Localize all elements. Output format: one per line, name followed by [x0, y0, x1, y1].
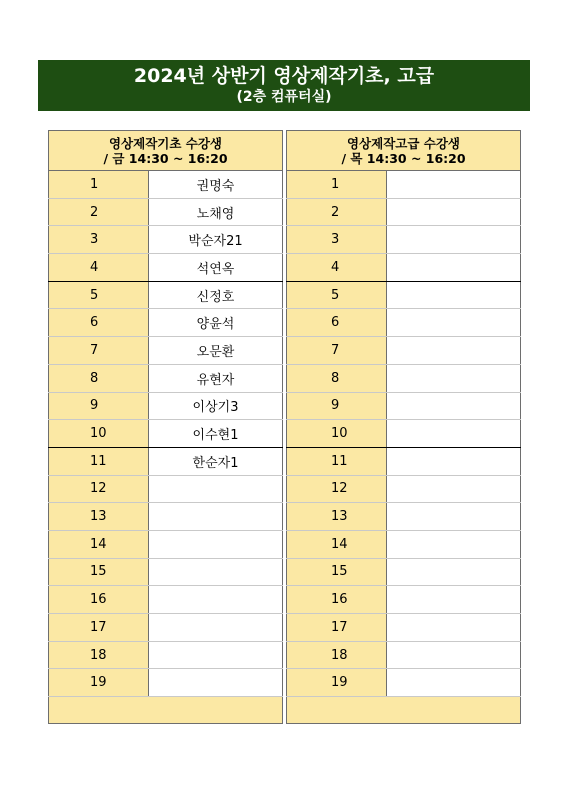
student-name [387, 364, 521, 392]
table-header-cell [287, 131, 521, 171]
row-number: 16 [49, 586, 149, 614]
student-name [149, 614, 283, 642]
table-row [49, 392, 283, 420]
table-row [49, 254, 283, 282]
table-header [49, 131, 283, 171]
row-number: 9 [287, 392, 387, 420]
table-row [287, 254, 521, 282]
row-number: 12 [49, 475, 149, 503]
row-number: 8 [49, 364, 149, 392]
row-number: 6 [287, 309, 387, 337]
table-row [49, 364, 283, 392]
table-row [49, 641, 283, 669]
table-row [49, 503, 283, 531]
table-row [49, 281, 283, 309]
table-schedule: / 목 14:30 ~ 16:20 [341, 150, 466, 166]
table-row [287, 558, 521, 586]
row-number: 7 [287, 337, 387, 365]
table-footer [287, 697, 521, 724]
page-subtitle: (2층 컴퓨터실) [236, 89, 332, 105]
row-number: 2 [49, 198, 149, 226]
student-name [387, 641, 521, 669]
table-row [49, 586, 283, 614]
student-name [149, 641, 283, 669]
row-number: 12 [287, 475, 387, 503]
basic-course-table [48, 130, 283, 724]
row-number: 17 [287, 614, 387, 642]
student-name: 양윤석 [149, 309, 283, 337]
student-name: 이수현1 [149, 420, 283, 448]
table-row [287, 530, 521, 558]
table-body [49, 171, 283, 697]
table-footer-cell [49, 697, 283, 724]
row-number: 1 [49, 171, 149, 199]
table-row [49, 669, 283, 697]
student-name [387, 614, 521, 642]
row-number: 16 [287, 586, 387, 614]
row-number: 5 [49, 281, 149, 309]
student-name [387, 392, 521, 420]
table-row [49, 558, 283, 586]
student-name [387, 171, 521, 199]
row-number: 4 [287, 254, 387, 282]
page-title: 2024년 상반기 영상제작기초, 고급 [133, 65, 435, 87]
title-banner [38, 60, 530, 111]
row-number: 15 [287, 558, 387, 586]
row-number: 2 [287, 198, 387, 226]
student-name [387, 309, 521, 337]
table-row [287, 309, 521, 337]
row-number: 5 [287, 281, 387, 309]
student-name [387, 226, 521, 254]
table-row [287, 364, 521, 392]
table-row [49, 171, 283, 199]
table-row [287, 392, 521, 420]
row-number: 10 [287, 420, 387, 448]
table-row [287, 614, 521, 642]
table-row [287, 171, 521, 199]
table-title: 영상제작고급 수강생 [346, 135, 461, 151]
row-number: 18 [49, 641, 149, 669]
student-name [387, 558, 521, 586]
row-number: 13 [49, 503, 149, 531]
table-row [49, 337, 283, 365]
row-number: 7 [49, 337, 149, 365]
table-row [49, 309, 283, 337]
row-number: 1 [287, 171, 387, 199]
row-number: 13 [287, 503, 387, 531]
table-row [287, 669, 521, 697]
row-number: 19 [49, 669, 149, 697]
table-row [287, 198, 521, 226]
student-name: 권명숙 [149, 171, 283, 199]
student-name [149, 530, 283, 558]
table-row [49, 530, 283, 558]
student-name [387, 198, 521, 226]
row-number: 17 [49, 614, 149, 642]
table-row [49, 614, 283, 642]
student-name [387, 530, 521, 558]
row-number: 11 [49, 447, 149, 475]
student-name [149, 586, 283, 614]
table-row [287, 337, 521, 365]
student-name [387, 447, 521, 475]
table-row [49, 226, 283, 254]
table-row [287, 226, 521, 254]
row-number: 4 [49, 254, 149, 282]
student-name [387, 586, 521, 614]
student-name: 오문환 [149, 337, 283, 365]
student-name [149, 669, 283, 697]
row-number: 3 [287, 226, 387, 254]
student-name [387, 669, 521, 697]
row-number: 18 [287, 641, 387, 669]
row-number: 8 [287, 364, 387, 392]
table-body [287, 171, 521, 697]
student-name: 박순자21 [149, 226, 283, 254]
row-number: 9 [49, 392, 149, 420]
student-name [387, 420, 521, 448]
table-row [287, 420, 521, 448]
row-number: 11 [287, 447, 387, 475]
table-row [287, 586, 521, 614]
table-row [49, 475, 283, 503]
table-row [287, 641, 521, 669]
table-row [49, 198, 283, 226]
student-name: 한순자1 [149, 447, 283, 475]
table-title: 영상제작기초 수강생 [108, 135, 223, 151]
table-row [287, 475, 521, 503]
table-header [287, 131, 521, 171]
table-footer-cell [287, 697, 521, 724]
student-name: 노채영 [149, 198, 283, 226]
student-name [387, 475, 521, 503]
table-row [287, 281, 521, 309]
student-name: 신정호 [149, 281, 283, 309]
student-name: 석연옥 [149, 254, 283, 282]
student-name [387, 254, 521, 282]
row-number: 3 [49, 226, 149, 254]
row-number: 15 [49, 558, 149, 586]
student-name [149, 475, 283, 503]
table-row [49, 447, 283, 475]
student-name [387, 337, 521, 365]
row-number: 6 [49, 309, 149, 337]
row-number: 19 [287, 669, 387, 697]
row-number: 10 [49, 420, 149, 448]
student-name [149, 503, 283, 531]
row-number: 14 [49, 530, 149, 558]
table-header-cell [49, 131, 283, 171]
table-row [49, 420, 283, 448]
table-row [287, 503, 521, 531]
student-name: 이상기3 [149, 392, 283, 420]
table-row [287, 447, 521, 475]
table-schedule: / 금 14:30 ~ 16:20 [103, 150, 228, 166]
student-name [387, 281, 521, 309]
student-name [149, 558, 283, 586]
row-number: 14 [287, 530, 387, 558]
student-name [387, 503, 521, 531]
advanced-course-table [286, 130, 521, 724]
student-name: 유현자 [149, 364, 283, 392]
table-footer [49, 697, 283, 724]
